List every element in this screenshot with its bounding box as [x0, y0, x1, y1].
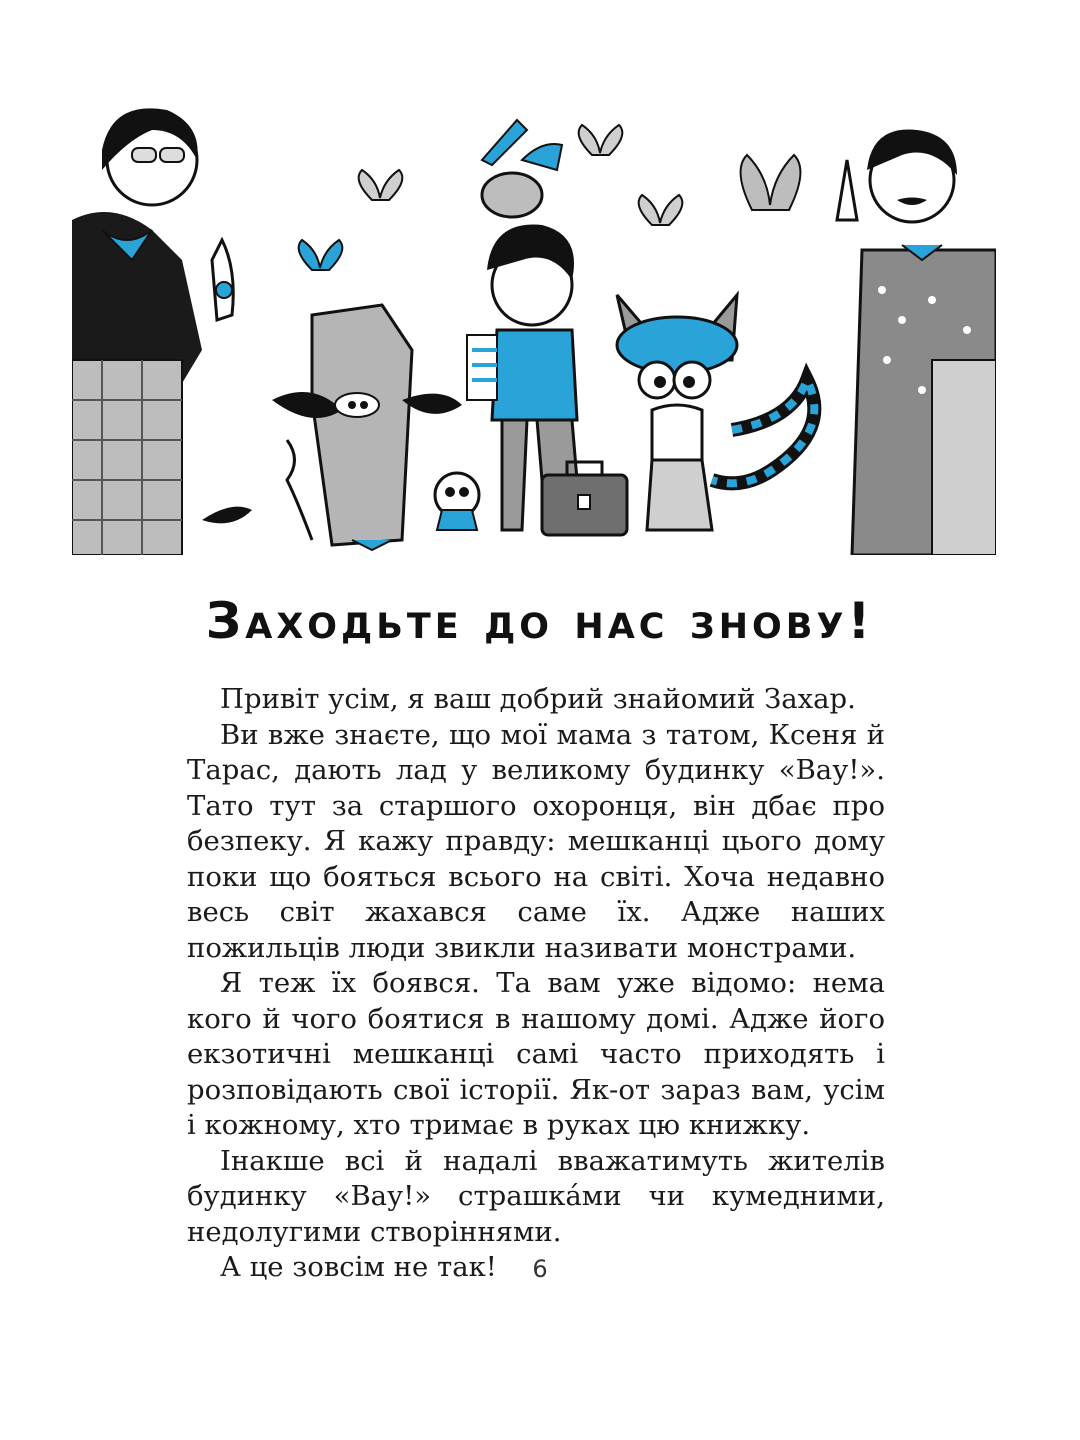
small-owl-figure: [435, 473, 479, 530]
woman-with-glasses-figure: [72, 108, 233, 555]
paragraph: Інакше всі й надалі вважатимуть жителів будинку «Вау!» страшка́ми чи кумедними, недолугими створіннями.: [187, 1144, 885, 1248]
man-with-mustache-figure: [837, 130, 996, 556]
raccoon-monster-figure: [617, 295, 814, 530]
chapter-title: Заходьте до нас знову!: [205, 592, 875, 650]
paragraph: Привіт усім, я ваш добрий знайомий Захар.: [220, 683, 856, 715]
page-number: 6: [532, 1255, 548, 1283]
paragraph: Я теж їх боявся. Та вам уже відомо: нема кого й чого боятися в нашому домі. Адже його екзотичні мешканці самі часто приходять і розповідають свої історії. Як-от зараз вам, усім і кожному, хто тримає в руках цю книжку.: [187, 967, 885, 1141]
chapter-illustration: [72, 100, 996, 555]
tree-monster-figure: [202, 305, 462, 550]
body-text: [187, 682, 885, 1286]
paragraph: А це зовсім не так!: [220, 1251, 497, 1283]
paragraph: Ви вже знаєте, що мої мама з татом, Ксеня й Тарас, дають лад у великому будинку «Вау!». Тато тут за старшого охоронця, він дбає про безпеку. Я кажу правду: мешканці цього дому поки що бояться всього на світі. Хоча недавно весь світ жахався саме їх. Адже наших пожильців люди звикли називати монстрами.: [187, 718, 885, 964]
boy-with-bird-figure: [467, 144, 577, 530]
